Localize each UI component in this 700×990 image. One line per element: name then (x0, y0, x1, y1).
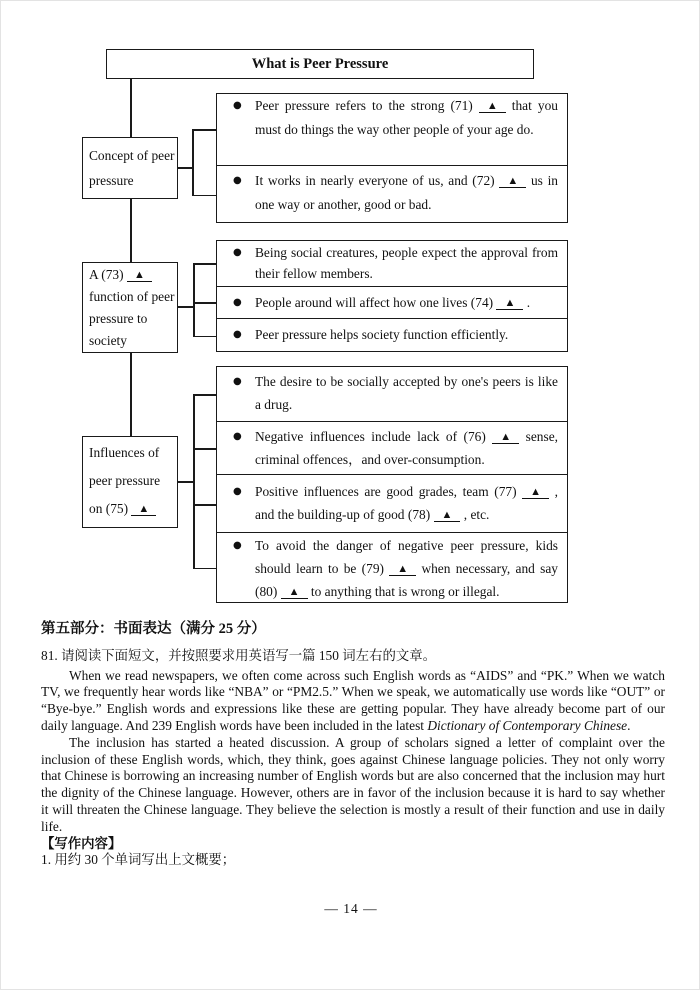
connector-line (192, 129, 217, 131)
bullet-item (216, 474, 568, 533)
answer-blank: ▲ (522, 487, 549, 499)
connector-line (193, 448, 217, 450)
bullet-item (216, 366, 568, 422)
bullet-icon: ● (233, 174, 242, 186)
answer-blank: ▲ (434, 510, 461, 522)
passage-paragraph-1: When we read newspapers, we often come across such English words as “AIDS” and “PK.” When we watch TV, we frequently hear words like “NBA” or “PM2.5.” When we speak, we automatically use words like “OUT” or “Bye-bye.” English words and expressions like these are getting popular. They have already become part of our daily language. And 239 English words have been included in the latest Dictionary of Contemporary Chinese. (41, 667, 665, 733)
bullet-icon: ● (233, 329, 242, 340)
connector-line (192, 129, 194, 196)
answer-blank: ▲ (479, 101, 506, 113)
node-influences-of-peer-pressure (82, 436, 178, 528)
connector-line (193, 394, 217, 396)
bullet-item (216, 286, 568, 320)
bullet-text: Being social creatures, people expect the approval from their fellow members. (255, 245, 558, 281)
bullet-icon: ● (233, 376, 242, 387)
connector-line (178, 306, 194, 308)
answer-blank: ▲ (281, 587, 308, 599)
bullet-item (216, 532, 568, 603)
bullet-icon: ● (233, 539, 242, 551)
connector-line (193, 263, 217, 265)
bullet-text: It works in nearly everyone of us, and (72) ▲ us in one way or another, good or bad. (255, 172, 558, 212)
connector-line (193, 568, 217, 570)
connector-line (193, 336, 217, 338)
answer-blank: ▲ (492, 432, 519, 444)
passage-paragraph-2: The inclusion has started a heated discussion. A group of scholars signed a letter of complaint over the inclusion of these English words, which, they think, goes against Chinese language policies. They not only worry that Chinese is borrowing an increasing number of English words but are also concerned that the inclusion may hurt the dignity of the Chinese language. However, others are in favor of the inclusion because it is hard to say whether it will threaten the Chinese language. They believe the selection is mostly a result of their function and use in daily life. (41, 734, 665, 834)
bullet-icon: ● (233, 247, 242, 258)
connector-line (178, 167, 193, 169)
answer-blank: ▲ (389, 564, 416, 576)
bullet-group-concept (216, 93, 568, 223)
connector-line (193, 263, 195, 337)
bullet-icon: ● (233, 486, 242, 497)
bullet-item (216, 240, 568, 287)
bullet-text: Negative influences include lack of (76) ▲ sense, criminal offences，and over-consumption. (255, 428, 558, 467)
connector-line (178, 481, 194, 483)
page-number: — 14 — (324, 901, 378, 916)
bullet-icon: ● (233, 296, 242, 308)
bullet-text: Peer pressure helps society function efficiently. (255, 327, 509, 342)
node-concept-of-peer-pressure (82, 137, 178, 199)
node-label: A (73) ▲ function of peer pressure to society (89, 267, 175, 348)
bullet-group-function (216, 240, 568, 352)
diagram-title-box (106, 49, 534, 79)
node-function-of-peer-pressure (82, 262, 178, 353)
bullet-icon: ● (233, 100, 242, 111)
node-label: Influences of peer pressure on (75) ▲ (89, 445, 161, 516)
answer-blank: ▲ (127, 270, 152, 282)
answer-blank: ▲ (499, 176, 526, 188)
connector-trunk-line (130, 79, 132, 437)
connector-line (192, 195, 217, 197)
connector-line (193, 504, 217, 506)
connector-line (193, 302, 217, 304)
writing-section (41, 621, 665, 869)
task-intro: 81. 请阅读下面短文，并按照要求用英语写一篇 150 词左右的文章。 (41, 647, 437, 663)
bullet-item (216, 93, 568, 166)
section-heading: 第五部分：书面表达（满分 25 分） (41, 621, 266, 637)
node-label: Concept of peer pressure (89, 148, 175, 188)
bullet-item (216, 165, 568, 223)
bullet-text: To avoid the danger of negative peer pressure, kids should learn to be (79) ▲ when necessary, and say (80) ▲ to anything that is wrong or illegal. (255, 537, 559, 599)
answer-blank: ▲ (131, 504, 156, 516)
writing-content-label: 【写作内容】 (41, 835, 122, 851)
bullet-text: People around will affect how one lives (74) ▲ . (255, 294, 531, 310)
bullet-item (216, 421, 568, 476)
bullet-group-influences (216, 366, 568, 603)
bullet-text: Peer pressure refers to the strong (71) ▲ that you must do things the way other people of your age do. (255, 98, 558, 137)
bullet-text: The desire to be socially accepted by one's peers is like a drug. (255, 374, 558, 412)
writing-item-1: 1. 用约 30 个单词写出上文概要； (41, 852, 236, 868)
bullet-text: Positive influences are good grades, team (77) ▲ , and the building-up of good (78) ▲ , etc. (255, 484, 558, 522)
diagram-title: What is Peer Pressure (251, 55, 389, 72)
connector-line (193, 394, 195, 569)
answer-blank: ▲ (496, 298, 523, 310)
bullet-icon: ● (233, 430, 242, 442)
bullet-item (216, 318, 568, 352)
